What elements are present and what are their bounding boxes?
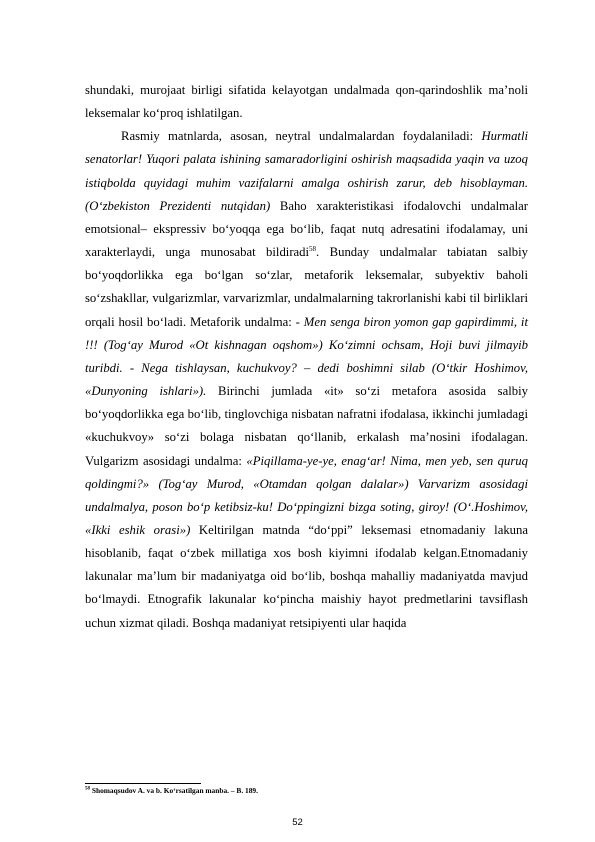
paragraph-intro bbox=[85, 79, 528, 125]
paragraph-text: Keltirilgan matnda “do‘ppi” leksemasi etnomadaniy lakuna hisoblanib, faqat o‘zbek millatiga xos bosh kiyimni ifodalab kelgan.Etnomadaniy lakunalar ma’lum bir madaniyatga oid bo‘lib, boshqa mahalliy madaniyatda mavjud bo‘lmaydi. Etnografik lakunalar ko‘pincha maishiy hayot predmetlarini tavsiflash uchun xizmat qiladi. Boshqa madaniyat retsipiyenti ular haqida bbox=[85, 522, 528, 630]
paragraph-text: shundaki, murojaat birligi sifatida kelayotgan undalmada qon-qarindoshlik ma’noli leksemalar ko‘proq ishlatilgan. bbox=[85, 83, 528, 121]
page-number: 52 bbox=[292, 817, 303, 828]
quoted-example: Men senga biron yomon gap gapirdimmi, it !!! (Tog‘ay Murod «Ot kishnagan oqshom») Ko‘zimni ochsam, Hoji buvi jilmayib turibdi. - Nega tishlaysan, kuchukvoy? – dedi boshimni silab (O‘tkir Hoshimov, «Dunyoning ishlari»). bbox=[85, 314, 528, 399]
footnote-divider bbox=[85, 783, 201, 784]
footnote-reference: 58 bbox=[309, 244, 317, 253]
paragraph-text: Birinchi jumlada «it» so‘zi metafora asosida salbiy bo‘yoqdorlikka ega bo‘lib, tinglovchiga nisbatan nafratni ifodalasa, ikkinchi jumladagi «kuchukvoy» so‘zi bolaga nisbatan qo‘llanib, erkalash ma’nosini ifodalagan. Vulgarizm asosidagi undalma: bbox=[85, 384, 528, 468]
quoted-example: Hurmatli senatorlar! Yuqori palata ishining samaradorligini oshirish maqsadida yaqin va uzoq istiqbolda quyidagi muhim vazifalarni amalga oshirish zarur, deb hisoblayman. (O‘zbekiston Prezidenti nutqidan) bbox=[85, 129, 528, 213]
paragraph-text: Baho xarakteristikasi ifodalovchi undalmalar emotsional– ekspressiv bo‘yoqqa ega bo‘lib, faqat nutq adresatini ifodalamay, uni xarakterlaydi, unga munosabat bildiradi bbox=[85, 198, 528, 260]
page-body bbox=[85, 79, 528, 635]
quoted-example: «Piqillama-ye-ye, enag‘ar! Nima, men yeb, sen quruq qoldingmi?» (Tog‘ay Murod, «Otamdan qolgan dalalar») Varvarizm asosidagi undalmalya, poson bo‘p ketibsiz-ku! Do‘ppingizni bizga soting, giroy! (O‘.Hoshimov, «Ikki eshik orasi») bbox=[85, 453, 528, 537]
footnote-number: 58 bbox=[85, 786, 90, 792]
footnote-text: Shomaqsudov A. va b. Ko‘rsatilgan manba. – B. 189. bbox=[90, 786, 258, 795]
footnote bbox=[85, 786, 258, 796]
paragraph-text: Rasmiy matnlarda, asosan, neytral undalmalardan foydalaniladi: bbox=[121, 129, 482, 144]
paragraph-text: . Bunday undalmalar tabiatan salbiy bo‘yoqdorlikka ega bo‘lgan so‘zlar, metaforik leksemalar, subyektiv baholi so‘zshakllar, vulgarizmlar, varvarizmlar, undalmalarning takrorlanishi kabi til birliklari orqali hosil bo‘ladi. Metaforik undalma: - bbox=[85, 245, 528, 329]
paragraph-main bbox=[85, 125, 528, 634]
